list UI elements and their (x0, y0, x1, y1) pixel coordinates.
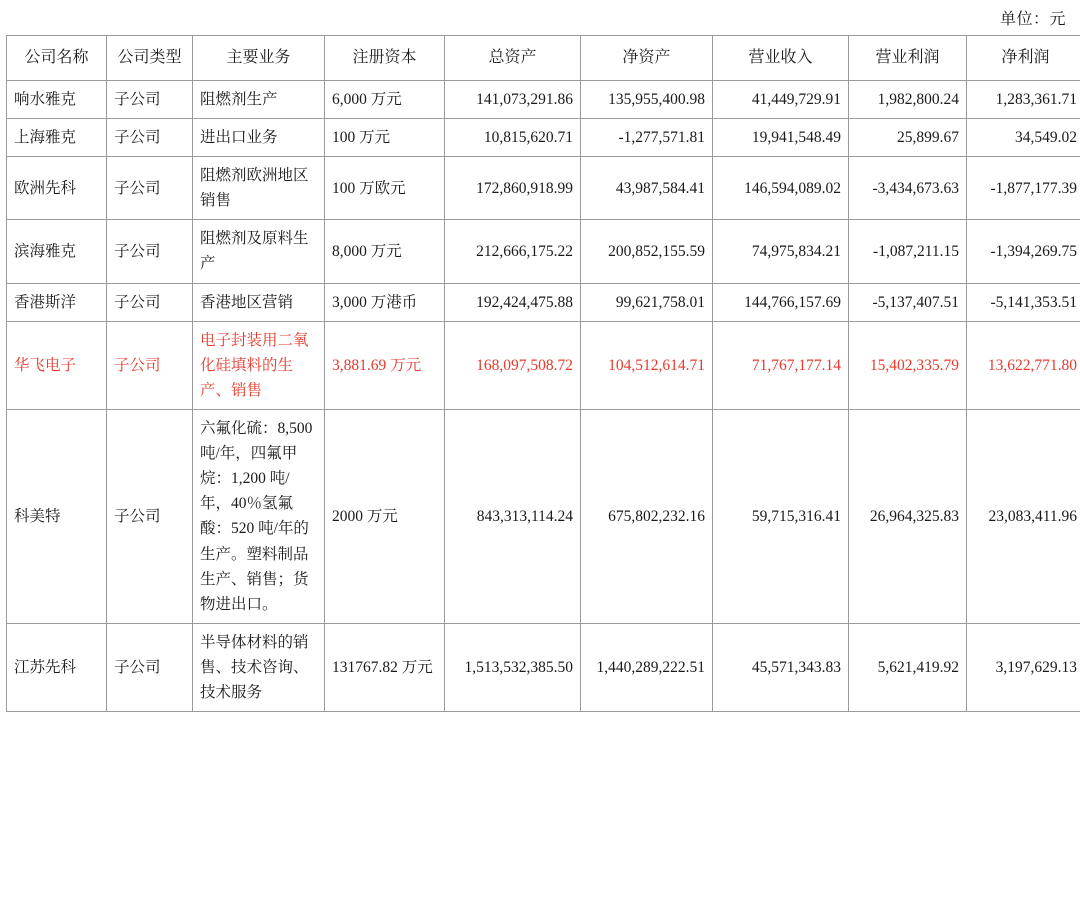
column-header-registered-capital: 注册资本 (325, 36, 445, 81)
cell-net-profit: -1,877,177.39 (967, 157, 1080, 220)
table-row (7, 157, 1080, 220)
table-row (7, 410, 1080, 624)
cell-revenue: 146,594,089.02 (713, 157, 849, 220)
unit-label: 单位：元 (999, 11, 1066, 28)
cell-revenue: 74,975,834.21 (713, 220, 849, 283)
cell-operating-profit: -1,087,211.15 (849, 220, 967, 283)
table-header-row (7, 36, 1080, 81)
table-row (7, 623, 1080, 711)
cell-company-type: 子公司 (107, 321, 193, 409)
cell-revenue: 19,941,548.49 (713, 119, 849, 157)
cell-company-type: 子公司 (107, 410, 193, 624)
cell-net-profit: 1,283,361.71 (967, 80, 1080, 118)
cell-revenue: 45,571,343.83 (713, 623, 849, 711)
cell-operating-profit: 5,621,419.92 (849, 623, 967, 711)
column-header-net-assets: 净资产 (581, 36, 713, 81)
cell-company-name: 江苏先科 (7, 623, 107, 711)
cell-registered-capital: 2000 万元 (325, 410, 445, 624)
cell-net-assets: 135,955,400.98 (581, 80, 713, 118)
cell-main-business: 阻燃剂欧洲地区销售 (193, 157, 325, 220)
cell-company-name: 上海雅克 (7, 119, 107, 157)
cell-company-type: 子公司 (107, 283, 193, 321)
column-header-company-name: 公司名称 (7, 36, 107, 81)
cell-company-type: 子公司 (107, 623, 193, 711)
column-header-company-type: 公司类型 (107, 36, 193, 81)
cell-company-type: 子公司 (107, 157, 193, 220)
cell-company-name: 响水雅克 (7, 80, 107, 118)
table-row-highlighted (7, 321, 1080, 409)
cell-net-assets: 200,852,155.59 (581, 220, 713, 283)
cell-net-profit: 13,622,771.80 (967, 321, 1080, 409)
cell-total-assets: 141,073,291.86 (445, 80, 581, 118)
cell-net-assets: 43,987,584.41 (581, 157, 713, 220)
cell-total-assets: 168,097,508.72 (445, 321, 581, 409)
cell-main-business: 阻燃剂生产 (193, 80, 325, 118)
cell-company-name: 华飞电子 (7, 321, 107, 409)
cell-net-assets: 1,440,289,222.51 (581, 623, 713, 711)
cell-net-profit: 23,083,411.96 (967, 410, 1080, 624)
column-header-total-assets: 总资产 (445, 36, 581, 81)
cell-operating-profit: -5,137,407.51 (849, 283, 967, 321)
cell-company-name: 科美特 (7, 410, 107, 624)
cell-registered-capital: 3,000 万港币 (325, 283, 445, 321)
cell-net-assets: 99,621,758.01 (581, 283, 713, 321)
column-header-main-business: 主要业务 (193, 36, 325, 81)
table-row (7, 119, 1080, 157)
table-row (7, 283, 1080, 321)
cell-company-name: 滨海雅克 (7, 220, 107, 283)
cell-company-name: 香港斯洋 (7, 283, 107, 321)
cell-company-type: 子公司 (107, 80, 193, 118)
cell-operating-profit: 1,982,800.24 (849, 80, 967, 118)
cell-registered-capital: 6,000 万元 (325, 80, 445, 118)
cell-registered-capital: 100 万元 (325, 119, 445, 157)
cell-main-business: 六氟化硫：8,500 吨/年，四氟甲烷：1,200 吨/年，40％氢氟酸：520 吨/年的生产。塑料制品生产、销售；货物进出口。 (193, 410, 325, 624)
cell-net-assets: -1,277,571.81 (581, 119, 713, 157)
cell-net-assets: 104,512,614.71 (581, 321, 713, 409)
cell-main-business: 半导体材料的销售、技术咨询、技术服务 (193, 623, 325, 711)
cell-total-assets: 172,860,918.99 (445, 157, 581, 220)
cell-total-assets: 1,513,532,385.50 (445, 623, 581, 711)
cell-registered-capital: 8,000 万元 (325, 220, 445, 283)
cell-registered-capital: 3,881.69 万元 (325, 321, 445, 409)
cell-operating-profit: 26,964,325.83 (849, 410, 967, 624)
cell-total-assets: 192,424,475.88 (445, 283, 581, 321)
cell-net-profit: -1,394,269.75 (967, 220, 1080, 283)
cell-registered-capital: 131767.82 万元 (325, 623, 445, 711)
cell-main-business: 香港地区营销 (193, 283, 325, 321)
cell-main-business: 阻燃剂及原料生产 (193, 220, 325, 283)
cell-net-profit: 3,197,629.13 (967, 623, 1080, 711)
cell-total-assets: 10,815,620.71 (445, 119, 581, 157)
column-header-operating-profit: 营业利润 (849, 36, 967, 81)
cell-company-type: 子公司 (107, 119, 193, 157)
cell-registered-capital: 100 万欧元 (325, 157, 445, 220)
cell-main-business: 进出口业务 (193, 119, 325, 157)
cell-operating-profit: 15,402,335.79 (849, 321, 967, 409)
cell-main-business: 电子封装用二氧化硅填料的生产、销售 (193, 321, 325, 409)
cell-company-name: 欧洲先科 (7, 157, 107, 220)
cell-operating-profit: 25,899.67 (849, 119, 967, 157)
column-header-revenue: 营业收入 (713, 36, 849, 81)
cell-total-assets: 843,313,114.24 (445, 410, 581, 624)
cell-total-assets: 212,666,175.22 (445, 220, 581, 283)
cell-net-assets: 675,802,232.16 (581, 410, 713, 624)
cell-net-profit: 34,549.02 (967, 119, 1080, 157)
table-row (7, 80, 1080, 118)
cell-company-type: 子公司 (107, 220, 193, 283)
cell-operating-profit: -3,434,673.63 (849, 157, 967, 220)
subsidiary-financials-table (6, 35, 1080, 712)
column-header-net-profit: 净利润 (967, 36, 1080, 81)
cell-revenue: 41,449,729.91 (713, 80, 849, 118)
cell-revenue: 144,766,157.69 (713, 283, 849, 321)
cell-revenue: 71,767,177.14 (713, 321, 849, 409)
cell-revenue: 59,715,316.41 (713, 410, 849, 624)
table-row (7, 220, 1080, 283)
cell-net-profit: -5,141,353.51 (967, 283, 1080, 321)
